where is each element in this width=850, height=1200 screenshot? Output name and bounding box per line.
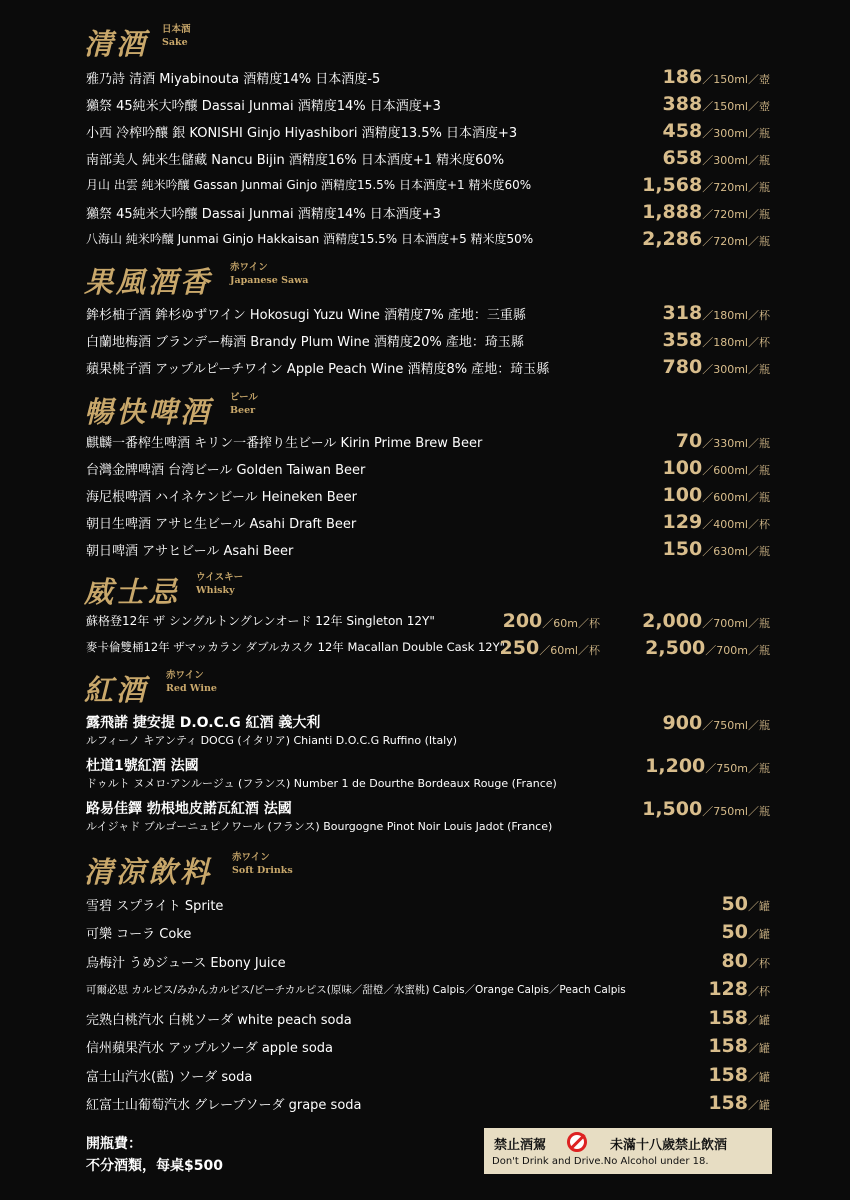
no-drinking-icon — [567, 1132, 587, 1152]
menu-item — [0, 712, 850, 752]
menu-item — [0, 893, 850, 919]
section-subtitle: 赤ワイン Red Wine — [166, 670, 217, 694]
item-description: 可樂 コーラ Coke — [86, 927, 192, 942]
item-description: ドゥルト ヌメロ·アンルージュ (フランス) Number 1 de Dourthe Bordeaux Rouge (France) — [86, 777, 557, 790]
menu-item — [0, 1064, 850, 1090]
menu-item — [0, 755, 850, 795]
menu-item — [0, 93, 850, 119]
item-price: 70／330ml／瓶 — [675, 430, 770, 452]
menu-item — [0, 511, 850, 537]
item-price: 1,500／750ml／瓶 — [642, 798, 770, 820]
item-description: ルフィーノ キアンティ DOCG (イタリア) Chianti D.O.C.G Ruffino (Italy) — [86, 734, 458, 747]
menu-item — [0, 1092, 850, 1118]
item-description: 雅乃詩 清酒 Miyabinouta 酒精度14% 日本酒度-5 — [86, 72, 381, 87]
section-title: 暢快啤酒 — [84, 395, 213, 429]
item-description: 可爾必思 カルピス/みかんカルピス/ピーチカルピス(原味／甜橙／水蜜桃) Calpis／Orange Calpis／Peach Calpis — [86, 984, 626, 996]
item-description: 小西 冷榨吟釀 銀 KONISHI Ginjo Hiyashibori 酒精度13.5% 日本酒度+3 — [86, 126, 518, 141]
item-price: 80／杯 — [721, 950, 770, 972]
menu-item — [0, 1035, 850, 1061]
item-description: 麒麟一番榨生啤酒 キリン一番搾り生ビール Kirin Prime Brew Beer — [86, 436, 483, 451]
section-subtitle: 日本酒 Sake — [162, 24, 191, 48]
item-price: 158／罐 — [708, 1007, 770, 1029]
item-description: 白蘭地梅酒 ブランデー梅酒 Brandy Plum Wine 酒精度20% 產地：琦玉縣 — [86, 335, 524, 350]
menu-item — [0, 637, 850, 663]
warning-underage: 未滿十八歲禁止飲酒 — [610, 1138, 728, 1153]
section-subtitle: ビール Beer — [230, 392, 258, 416]
item-description: 蘋果桃子酒 アップルピーチワイン Apple Peach Wine 酒精度8% 產地：琦玉縣 — [86, 362, 550, 377]
menu-item — [0, 356, 850, 382]
item-name: 露飛諾 捷安提 D.O.C.G 紅酒 義大利 — [86, 715, 321, 731]
item-glass-price: 200／60m／杯 — [502, 610, 600, 632]
section-title: 紅酒 — [84, 673, 149, 707]
menu-item — [0, 174, 850, 200]
menu-item — [0, 329, 850, 355]
item-description: 八海山 純米吟釀 Junmai Ginjo Hakkaisan 酒精度15.5% 日本酒度+5 精米度50% — [86, 232, 534, 246]
item-price: 318／180ml／杯 — [662, 302, 770, 324]
menu-item — [0, 66, 850, 92]
item-description: 麥卡倫雙桶12年 ザマッカラン ダブルカスク 12年 Macallan Double Cask 12Y" — [86, 640, 505, 654]
section-title: 清酒 — [84, 27, 149, 61]
item-description: 富士山汽水(藍) ソーダ soda — [86, 1070, 253, 1085]
item-description: 鉾杉柚子酒 鉾杉ゆずワイン Hokosugi Yuzu Wine 酒精度7% 產地：三重縣 — [86, 308, 526, 323]
menu-item — [0, 457, 850, 483]
item-price: 658／300ml／瓶 — [662, 147, 770, 169]
item-description: 南部美人 純米生儲藏 Nancu Bijin 酒精度16% 日本酒度+1 精米度60% — [86, 153, 505, 168]
item-price: 128／杯 — [708, 978, 770, 1000]
menu-item — [0, 430, 850, 456]
alcohol-warning-banner — [484, 1128, 772, 1174]
item-price: 150／630ml／瓶 — [662, 538, 770, 560]
menu-item — [0, 302, 850, 328]
item-price: 1,568／720ml／瓶 — [642, 174, 770, 196]
item-price: 50／罐 — [721, 921, 770, 943]
item-price: 100／600ml／瓶 — [662, 457, 770, 479]
corkage-fee — [86, 1133, 223, 1177]
section-subtitle: 赤ワイン Japanese Sawa — [230, 262, 309, 286]
menu-item — [0, 950, 850, 976]
section-title: 威士忌 — [84, 575, 181, 609]
menu-item — [0, 538, 850, 564]
menu-item — [0, 201, 850, 227]
item-price: 458／300ml／瓶 — [662, 120, 770, 142]
menu-item — [0, 147, 850, 173]
item-description: 朝日啤酒 アサヒビール Asahi Beer — [86, 544, 294, 559]
item-description: 朝日生啤酒 アサヒ生ビール Asahi Draft Beer — [86, 517, 357, 532]
corkage-fee-title: 開瓶費： — [86, 1136, 142, 1152]
menu-item — [0, 228, 850, 254]
menu-item — [0, 978, 850, 1004]
menu-item — [0, 798, 850, 838]
item-price: 158／罐 — [708, 1064, 770, 1086]
item-description: 烏梅汁 うめジュース Ebony Juice — [86, 956, 286, 971]
item-description: 獺祭 45純米大吟釀 Dassai Junmai 酒精度14% 日本酒度+3 — [86, 99, 441, 114]
item-price: 358／180ml／杯 — [662, 329, 770, 351]
corkage-fee-text: 不分酒類，每桌$500 — [86, 1158, 223, 1174]
section-subtitle: ウイスキー Whisky — [196, 572, 244, 596]
item-price: 186／150ml／壺 — [662, 66, 770, 88]
menu-item — [0, 610, 850, 636]
item-price: 50／罐 — [721, 893, 770, 915]
item-name: 杜道1號紅酒 法國 — [86, 758, 199, 774]
menu-item — [0, 120, 850, 146]
item-price: 388／150ml／壺 — [662, 93, 770, 115]
section-title: 清涼飲料 — [84, 855, 213, 889]
item-description: 台灣金牌啤酒 台湾ビール Golden Taiwan Beer — [86, 463, 366, 478]
item-price: 100／600ml／瓶 — [662, 484, 770, 506]
item-price: 158／罐 — [708, 1035, 770, 1057]
item-description: ルイジャド ブルゴーニュピノワール (フランス) Bourgogne Pinot Noir Louis Jadot (France) — [86, 820, 553, 833]
item-price: 1,200／750m／瓶 — [645, 755, 770, 777]
item-price: 2,286／720ml／瓶 — [642, 228, 770, 250]
section-title: 果風酒香 — [84, 265, 213, 299]
item-name: 路易佳鐸 勃根地皮諾瓦紅酒 法國 — [86, 801, 292, 817]
item-price: 129／400ml／杯 — [662, 511, 770, 533]
item-description: 完熟白桃汽水 白桃ソーダ white peach soda — [86, 1013, 352, 1028]
item-description: 獺祭 45純米大吟釀 Dassai Junmai 酒精度14% 日本酒度+3 — [86, 207, 441, 222]
item-price: 780／300ml／瓶 — [662, 356, 770, 378]
item-description: 雪碧 スプライト Sprite — [86, 899, 224, 914]
item-description: 信州蘋果汽水 アップルソーダ apple soda — [86, 1041, 333, 1056]
item-glass-price: 250／60ml／杯 — [499, 637, 600, 659]
item-price: 1,888／720ml／瓶 — [642, 201, 770, 223]
menu-item — [0, 1007, 850, 1033]
menu-item — [0, 921, 850, 947]
section-subtitle: 赤ワイン Soft Drinks — [232, 852, 293, 876]
item-price: 900／750ml／瓶 — [662, 712, 770, 734]
item-price: 2,500／700m／瓶 — [645, 637, 770, 659]
item-description: 蘇格登12年 ザ シングルトングレンオード 12年 Singleton 12Y" — [86, 614, 435, 628]
item-price: 158／罐 — [708, 1092, 770, 1114]
item-description: 海尼根啤酒 ハイネケンビール Heineken Beer — [86, 490, 358, 505]
item-description: 月山 出雲 純米吟釀 Gassan Junmai Ginjo 酒精度15.5% 日本酒度+1 精米度60% — [86, 178, 532, 192]
item-description: 紅富士山葡萄汽水 グレープソーダ grape soda — [86, 1098, 362, 1113]
menu-item — [0, 484, 850, 510]
warning-no-drink-drive: 禁止酒駕 — [494, 1138, 547, 1153]
warning-english: Don't Drink and Drive.No Alcohol under 18. — [492, 1156, 709, 1167]
item-price: 2,000／700ml／瓶 — [642, 610, 770, 632]
